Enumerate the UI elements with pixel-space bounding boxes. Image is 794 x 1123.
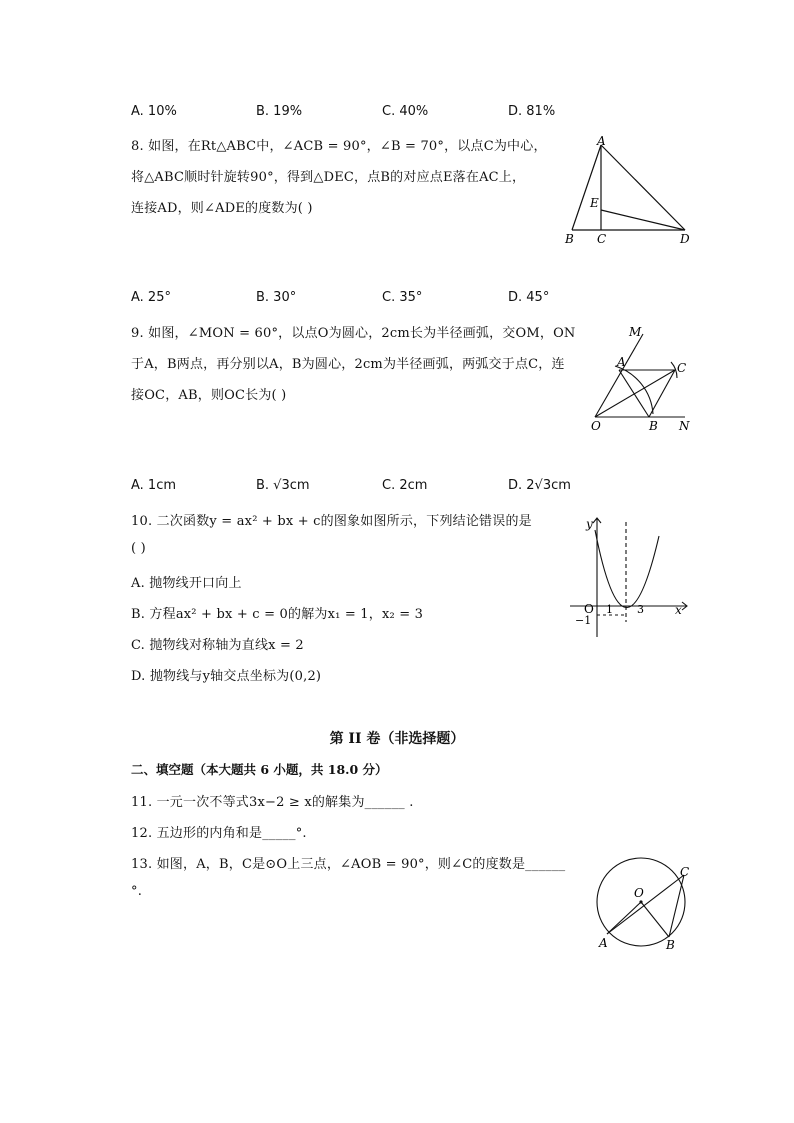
q9-line-2: 于A，B两点，再分别以A，B为圆心，2cm为半径画弧，两弧交于点C，连 bbox=[131, 357, 565, 372]
q10-label-three: 3 bbox=[637, 603, 644, 616]
q10-label-origin: O bbox=[584, 602, 594, 616]
part2-title: 第 II 卷（非选择题） bbox=[329, 731, 465, 747]
q10-label-y: y bbox=[586, 517, 593, 531]
q9-label-b: B bbox=[649, 419, 658, 433]
q9-option-a: A. 1cm bbox=[131, 478, 177, 493]
q8-line-3: 连接AD，则∠ADE的度数为( ) bbox=[131, 201, 313, 216]
q9-option-d: D. 2√3cm bbox=[508, 478, 571, 493]
q8-label-b: B bbox=[565, 232, 574, 246]
q9-option-b: B. √3cm bbox=[256, 478, 310, 493]
q13-label-o: O bbox=[634, 886, 644, 900]
q13-center-dot bbox=[639, 900, 642, 903]
q10-label-neg-one: −1 bbox=[575, 614, 592, 627]
q13-circle-figure bbox=[590, 855, 700, 955]
q12-text: 12. 五边形的内角和是_____°. bbox=[131, 826, 307, 841]
q9-label-m: M bbox=[629, 325, 642, 339]
q9-line-3: 接OC，AB，则OC长为( ) bbox=[131, 388, 287, 403]
q8-triangle-figure bbox=[560, 135, 700, 250]
q10-label-one: 1 bbox=[606, 603, 613, 616]
q9-angle-figure bbox=[585, 320, 697, 435]
q9-label-n: N bbox=[679, 419, 690, 433]
q8-option-d: D. 45° bbox=[508, 290, 550, 305]
q10-label-x: x bbox=[675, 603, 682, 617]
q9-option-c: C. 2cm bbox=[382, 478, 428, 493]
q8-label-e: E bbox=[590, 196, 599, 210]
q9-label-a: A bbox=[617, 355, 626, 369]
q7-option-d: D. 81% bbox=[508, 104, 556, 119]
q8-label-a: A bbox=[597, 135, 606, 148]
q13-label-b: B bbox=[666, 938, 675, 952]
q13-label-c: C bbox=[680, 865, 690, 879]
q10-line-2: ( ) bbox=[131, 541, 146, 556]
q10-parabola-figure bbox=[565, 512, 695, 642]
q7-option-a: A. 10% bbox=[131, 104, 177, 119]
q8-option-b: B. 30° bbox=[256, 290, 297, 305]
q10-option-d: D. 抛物线与y轴交点坐标为(0,2) bbox=[131, 669, 322, 684]
q10-option-a: A. 抛物线开口向上 bbox=[131, 576, 242, 591]
q10-line-1: 10. 二次函数y = ax² + bx + c的图象如图所示，下列结论错误的是 bbox=[131, 514, 532, 529]
q8-line-2: 将△ABC顺时针旋转90°，得到△DEC，点B的对应点E落在AC上， bbox=[131, 170, 526, 185]
q8-label-c: C bbox=[597, 232, 607, 246]
q8-line-1: 8. 如图，在Rt△ABC中，∠ACB = 90°，∠B = 70°，以点C为中心， bbox=[131, 139, 547, 154]
q8-option-c: C. 35° bbox=[382, 290, 423, 305]
q9-label-c: C bbox=[677, 361, 687, 375]
q11-text: 11. 一元一次不等式3x−2 ≥ x的解集为______ . bbox=[131, 795, 414, 810]
q7-option-b: B. 19% bbox=[256, 104, 303, 119]
q8-label-d: D bbox=[680, 232, 690, 246]
q9-line-1: 9. 如图，∠MON = 60°，以点O为圆心，2cm长为半径画弧，交OM，ON bbox=[131, 326, 576, 341]
q10-option-c: C. 抛物线对称轴为直线x = 2 bbox=[131, 638, 304, 653]
q9-label-o: O bbox=[591, 419, 601, 433]
q13-line-2: °. bbox=[131, 884, 143, 899]
q13-label-a: A bbox=[599, 936, 608, 950]
q7-option-c: C. 40% bbox=[382, 104, 429, 119]
q8-option-a: A. 25° bbox=[131, 290, 171, 305]
section-fill-in-heading: 二、填空题（本大题共 6 小题，共 18.0 分） bbox=[131, 762, 388, 777]
q13-line-1: 13. 如图，A，B，C是⊙O上三点，∠AOB = 90°，则∠C的度数是______ bbox=[131, 857, 566, 872]
q10-option-b: B. 方程ax² + bx + c = 0的解为x₁ = 1，x₂ = 3 bbox=[131, 607, 424, 622]
